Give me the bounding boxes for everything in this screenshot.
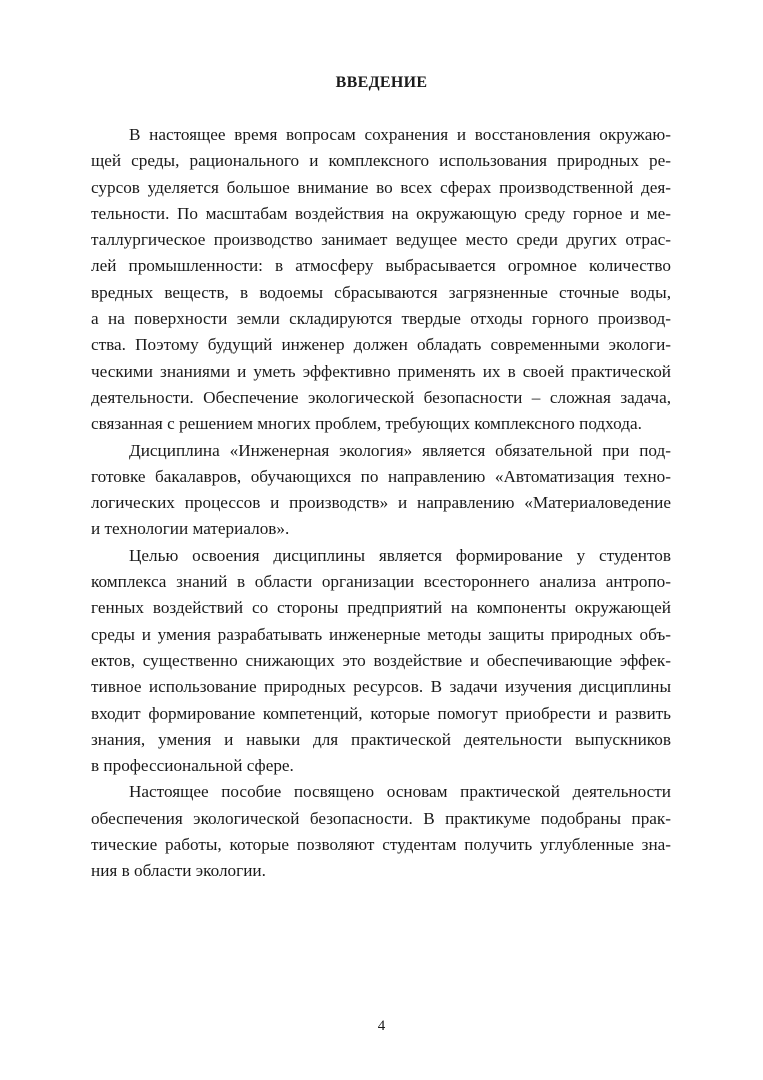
paragraph-1-line: В настоящее время вопросам сохранения и восстановления окружаю- — [129, 125, 671, 144]
paragraph-1-line: деятельности. Обеспечение экологической безопасности – сложная задача, — [91, 387, 671, 407]
paragraph-1-line: таллургическое производство занимает ведущее место среди других отрас- — [91, 230, 671, 250]
paragraph-1-line: а на поверхности земли складируются твердые отходы горного производ- — [91, 309, 671, 329]
paragraph-3-line: входит формирование компетенций, которые помогут приобрести и развить — [91, 703, 671, 723]
paragraph-1-line: вредных веществ, в водоемы сбрасываются загрязненные сточные воды, — [91, 282, 671, 302]
paragraph-3-line: знания, умения и навыки для практической деятельности выпускников — [91, 729, 671, 749]
paragraph-2-line: и технологии материалов». — [91, 519, 290, 539]
paragraph-2-line: готовке бакалавров, обучающихся по направлению «Автоматизация техно- — [91, 466, 671, 486]
paragraph-3-line: комплекса знаний в области организации всестороннего анализа антропо- — [91, 572, 671, 592]
paragraph-4-line: тические работы, которые позволяют студентам получить углубленные зна- — [91, 835, 671, 855]
page-number: 4 — [377, 1018, 386, 1034]
paragraph-1-line: ства. Поэтому будущий инженер должен обладать современными экологи- — [91, 335, 671, 355]
paragraph-1-line: ческими знаниями и уметь эффективно применять их в своей практической — [91, 361, 671, 381]
paragraph-1-line: связанная с решением многих проблем, требующих комплексного подхода. — [91, 414, 642, 434]
page-title: ВВЕДЕНИЕ — [335, 74, 428, 91]
paragraph-3-line: в профессиональной сфере. — [91, 756, 294, 776]
paragraph-1-line: лей промышленности: в атмосферу выбрасывается огромное количество — [91, 256, 671, 276]
paragraph-3-line: тивное использование природных ресурсов. В задачи изучения дисциплины — [91, 677, 671, 697]
paragraph-1-line: сурсов уделяется большое внимание во всех сферах производственной дея- — [91, 177, 671, 197]
body-text — [91, 122, 671, 885]
paragraph-4-line: обеспечения экологической безопасности. В практикуме подобраны прак- — [91, 808, 671, 828]
paragraph-1-line: тельности. По масштабам воздействия на окружающую среду горное и ме- — [91, 203, 671, 223]
paragraph-4-line: Настоящее пособие посвящено основам практической деятельности — [129, 782, 671, 802]
paragraph-2-line: Дисциплина «Инженерная экология» является обязательной при под- — [129, 440, 671, 460]
paragraph-3-line: ектов, существенно снижающих это воздействие и обеспечивающие эффек- — [91, 650, 671, 670]
paragraph-4-line: ния в области экологии. — [91, 861, 266, 881]
paragraph-2-line: логических процессов и производств» и направлению «Материаловедение — [91, 493, 671, 513]
paragraph-3-line: генных воздействий со стороны предприятий на компоненты окружающей — [91, 598, 671, 618]
paragraph-1-line: щей среды, рационального и комплексного использования природных ре- — [91, 151, 671, 171]
paragraph-3-line: Целью освоения дисциплины является формирование у студентов — [129, 545, 671, 565]
paragraph-3-line: среды и умения разрабатывать инженерные методы защиты природных объ- — [91, 624, 671, 644]
